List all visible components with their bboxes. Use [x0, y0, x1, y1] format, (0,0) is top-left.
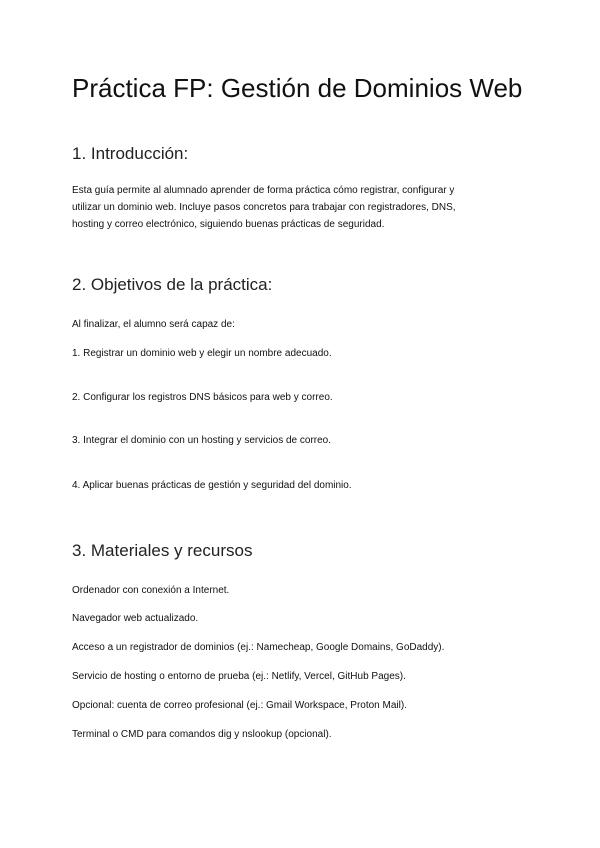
document-title: Práctica FP: Gestión de Dominios Web — [72, 73, 523, 103]
objectives-lead: Al finalizar, el alumno será capaz de: — [72, 319, 235, 330]
section-heading-objectives: 2. Objetivos de la práctica: — [72, 275, 273, 294]
section-heading-introduction: 1. Introducción: — [72, 144, 189, 163]
material-item: Navegador web actualizado. — [72, 613, 199, 624]
objective-item: 4. Aplicar buenas prácticas de gestión y seguridad del dominio. — [72, 480, 352, 491]
introduction-line: Esta guía permite al alumnado aprender de forma práctica cómo registrar, configurar y — [72, 185, 455, 196]
material-item: Ordenador con conexión a Internet. — [72, 585, 230, 596]
material-item: Acceso a un registrador de dominios (ej.: Namecheap, Google Domains, GoDaddy). — [72, 642, 445, 653]
objective-item: 3. Integrar el dominio con un hosting y servicios de correo. — [72, 435, 332, 446]
objective-item: 2. Configurar los registros DNS básicos para web y correo. — [72, 392, 333, 403]
material-item: Opcional: cuenta de correo profesional (ej.: Gmail Workspace, Proton Mail). — [72, 700, 407, 711]
objective-item: 1. Registrar un dominio web y elegir un nombre adecuado. — [72, 348, 332, 359]
introduction-line: hosting y correo electrónico, siguiendo buenas prácticas de seguridad. — [72, 219, 385, 230]
section-heading-materials: 3. Materiales y recursos — [72, 541, 253, 560]
introduction-paragraph — [72, 182, 512, 233]
material-item: Servicio de hosting o entorno de prueba (ej.: Netlify, Vercel, GitHub Pages). — [72, 671, 406, 682]
introduction-line: utilizar un dominio web. Incluye pasos concretos para trabajar con registradores, DNS, — [72, 202, 456, 213]
material-item: Terminal o CMD para comandos dig y nslookup (opcional). — [72, 729, 332, 740]
